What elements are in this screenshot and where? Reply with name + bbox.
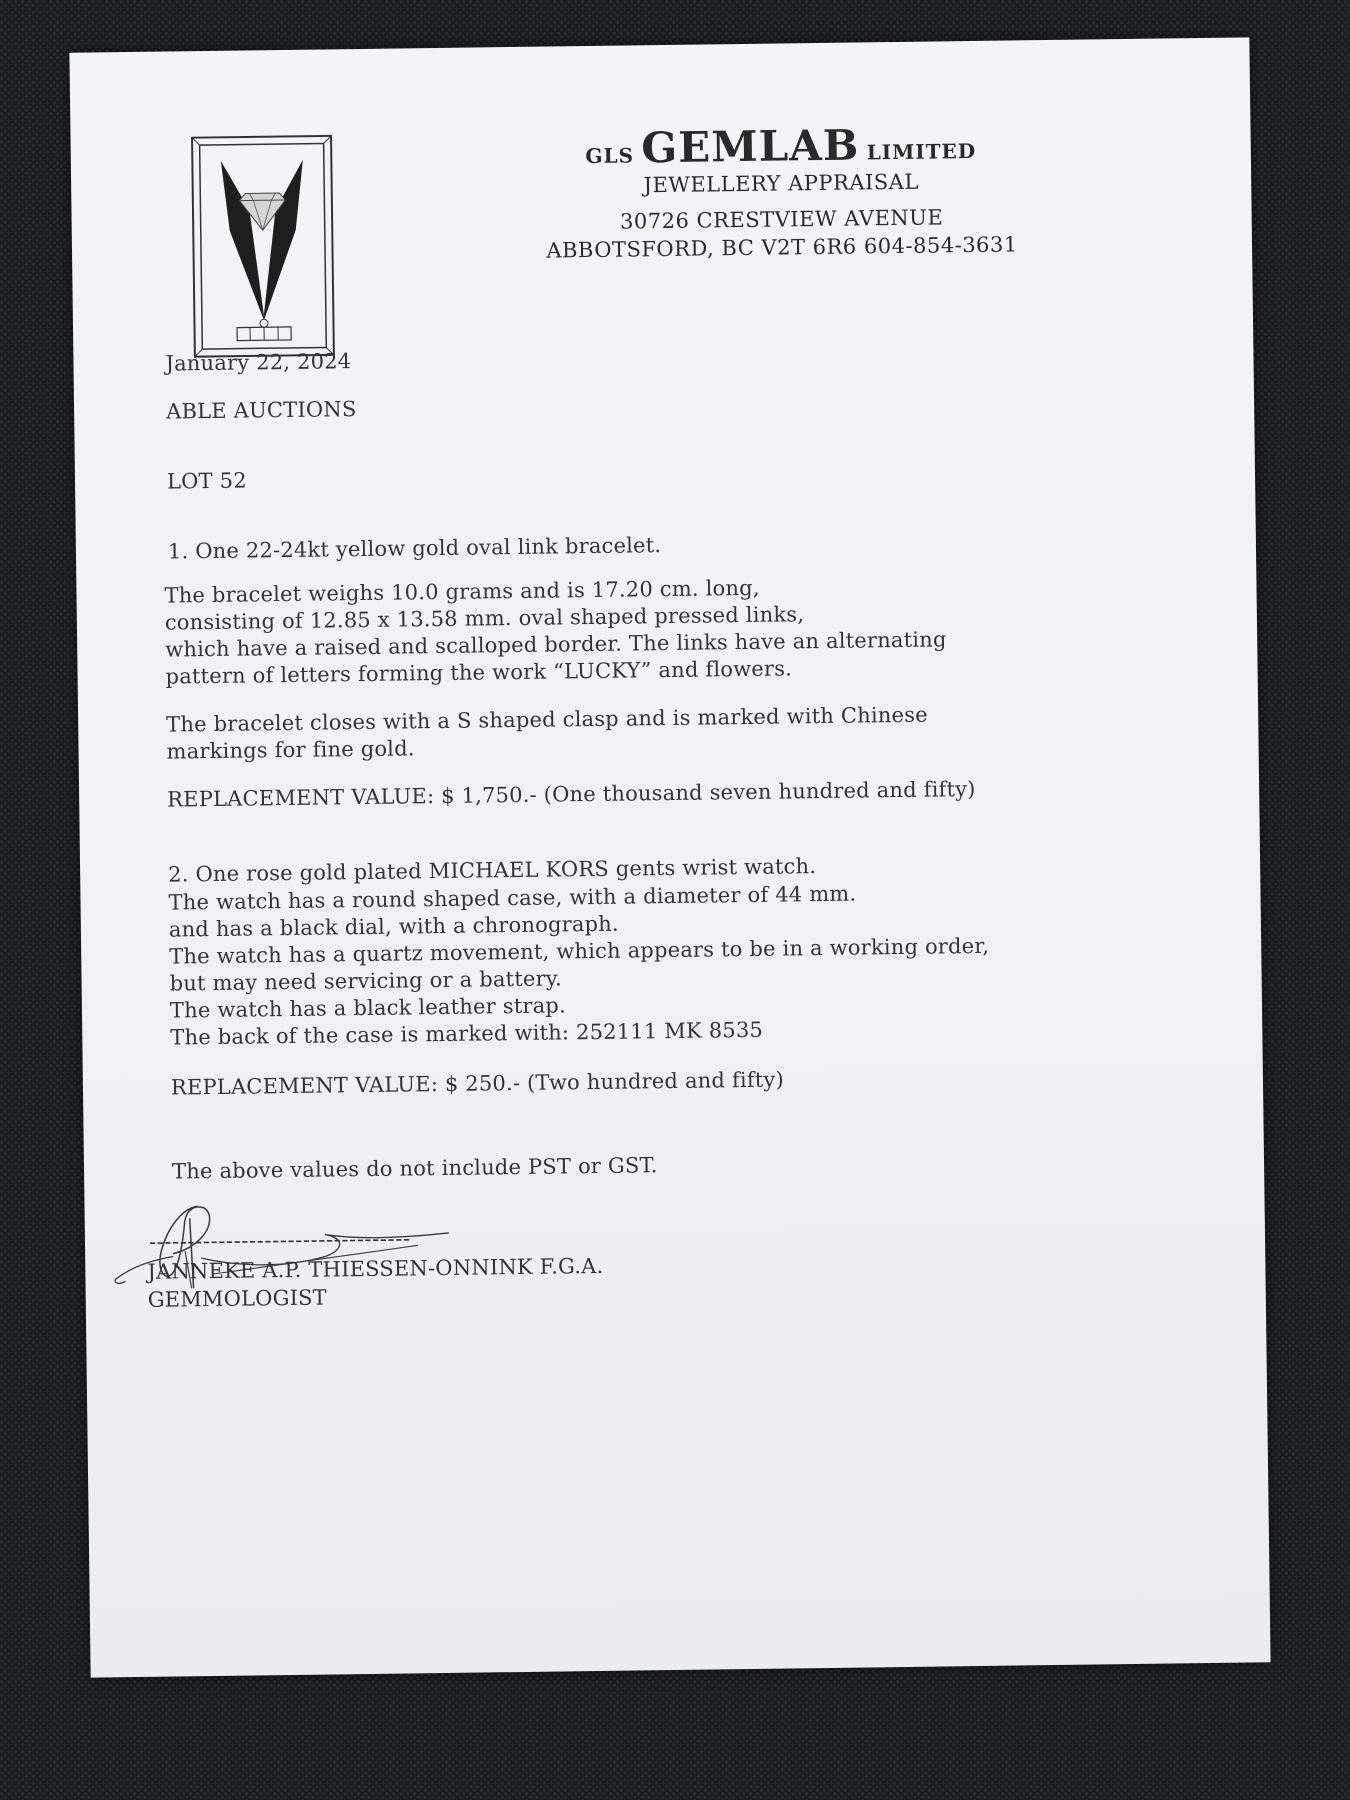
item-2-description-line: The watch has a round shaped case, with a diameter of 44 mm. [168, 881, 857, 915]
signer-title: GEMMOLOGIST [147, 1285, 328, 1312]
signer-name: JANNEKE A.P. THIESSEN-ONNINK F.G.A. [147, 1253, 604, 1284]
item-2-replacement-value: REPLACEMENT VALUE: $ 250.- (Two hundred and fifty) [170, 1067, 785, 1100]
item-1-heading: 1. One 22-24kt yellow gold oval link bracelet. [167, 533, 662, 564]
item-2-heading: 2. One rose gold plated MICHAEL KORS gents wrist watch. [168, 854, 817, 887]
item-2-description-line: but may need servicing or a battery. [169, 966, 563, 996]
item-1-clasp-line: The bracelet closes with a S shaped clasp and is marked with Chinese [166, 702, 928, 737]
company-main-name: GEMLAB [640, 120, 860, 173]
address-line-2: ABBOTSFORD, BC V2T 6R6 604-854-3631 [546, 232, 1018, 263]
recipient: ABLE AUCTIONS [165, 397, 357, 424]
appraisal-letter [69, 37, 1270, 1677]
item-1-replacement-value: REPLACEMENT VALUE: $ 1,750.- (One thousand seven hundred and fifty) [167, 776, 976, 812]
tax-note: The above values do not include PST or GST. [171, 1153, 658, 1184]
letterhead [525, 122, 1037, 265]
item-1-description-line: which have a raised and scalloped border. The links have an alternating [165, 627, 947, 662]
item-2-description-line: The back of the case is marked with: 252111 MK 8535 [170, 1017, 764, 1050]
gemlab-logo [191, 134, 336, 358]
company-name [525, 122, 1036, 171]
item-1-clasp-line: markings for fine gold. [166, 736, 415, 764]
item-2-description-line: The watch has a quartz movement, which appears to be in a working order, [169, 933, 990, 969]
lot-number: LOT 52 [166, 468, 247, 494]
company-suffix: LIMITED [866, 138, 977, 165]
item-2-description-line: The watch has a black leather strap. [169, 993, 567, 1023]
item-1-description-line: pattern of letters forming the work “LUCKY” and flowers. [165, 656, 793, 689]
signature-line: ---------------------------------- [148, 1226, 411, 1254]
letter-date: January 22, 2024 [165, 349, 352, 376]
company-prefix: GLS [585, 143, 635, 169]
address-line-1: 30726 CRESTVIEW AVENUE [619, 205, 944, 234]
item-2-description-line: and has a black dial, with a chronograph. [168, 911, 619, 942]
item-1-description-line: consisting of 12.85 x 13.58 mm. oval shaped pressed links, [164, 602, 805, 635]
item-1-description-line: The bracelet weighs 10.0 grams and is 17.20 cm. long, [164, 575, 760, 608]
company-subtitle: JEWELLERY APPRAISAL [643, 169, 919, 198]
